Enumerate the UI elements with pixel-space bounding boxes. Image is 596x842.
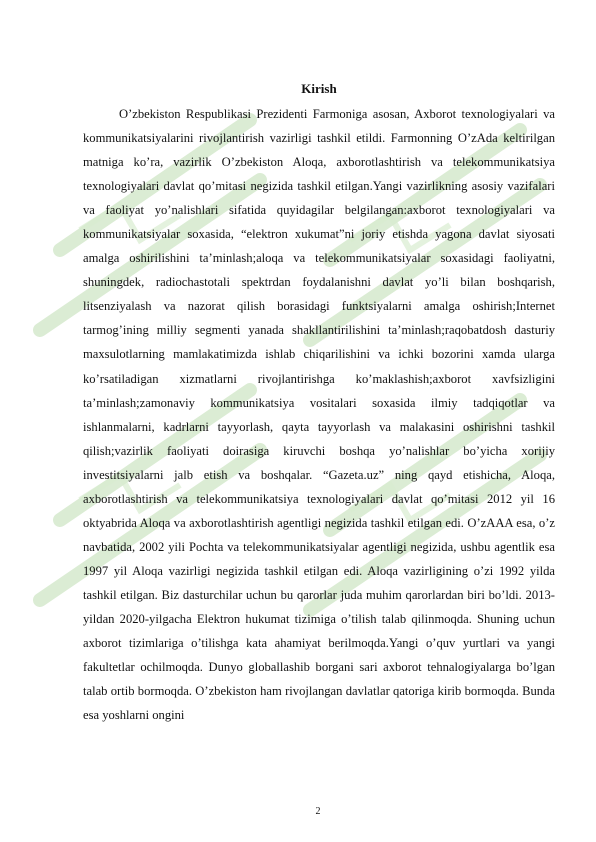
body-paragraph: O’zbekiston Respublikasi Prezidenti Farmoniga asosan, Axborot texnologiyalari va kommunikatsiyalarini rivojlantirish vazirligi tashkil etildi. Farmonning O’zAda keltirilgan matniga ko’ra, vazirlik O’zbekiston Aloqa, axborotlashtirish va telekommunikatsiya texnologiyalari davlat qo’mitasi negizida tashkil etilgan.Yangi vazirlikning asosiy vazifalari va faoliyat yo’nalishlari sifatida quyidagilar belgilangan:axborot texnologiyalari va kommunikatsiyalar soxasida, “elektron xukumat”ni joriy etishda yagona davlat siyosati amalga oshirilishini ta’minlash;aloqa va telekommunikatsiyalar soxasidagi faoliyatni, shuningdek, radiochastotali spektrdan foydalanishni davlat yo’li bilan boshqarish, litsenziyalash va nazorat qilish borasidagi funktsiyalarni amalga oshirish;Internet tarmog’ining milliy segmenti yanada shakllantirilishini ta’minlash;raqobatdosh dasturiy maxsulotlarning mamlakatimizda ishlab chiqarilishini va ichki bozorini xamda ularga ko’rsatiladigan xizmatlarni rivojlantirishga ko’maklashish;axborot xavfsizligini ta’minlash;zamonaviy kommunikatsiya vositalari soxasida ilmiy tadqiqotlar va ishlanmalarni, kadrlarni tayyorlash, qayta tayyorlash va malakasini oshirishni tashkil qilish;vazirlik faoliyati doirasiga kiruvchi boshqa yo’nalishlar bo’yicha xorijiy investitsiyalarni jalb etish va boshqalar. “Gazeta.uz” ning qayd etishicha, Aloqa, axborotlashtirish va telekommunikatsiya texnologiyalari davlat qo’mitasi 2012 yil 16 oktyabrida Aloqa va axborotlashtirish agentligi negizida tashkil etilgan edi. O’zAAA esa, o’z navbatida, 2002 yili Pochta va telekommunikatsiyalar agentligi negizida, ushbu agentlik esa 1997 yil Aloqa vazirligi negizida tashkil etilgan edi. Aloqa vazirligining o’zi 1992 yilda tashkil etilgan. Biz dasturchilar uchun bu qarorlar juda muhim qarorlardan biri bo’ldi. 2013- yildan 2020-yilgacha Elektron hukumat tizimiga o’tilish talab qilinmoqda. Shuning uchun axborot tizimlariga o’tilishga kata ahamiyat berilmoqda.Yangi o’quv yurtlari va yangi fakultetlar ochilmoqda. Dunyo globallashib borgani sari axborot tehnalogiyalarga bo’lgan talab ortib bormoqda. O’zbekiston ham rivojlangan davlatlar qatoriga kirib bormoqda. Bunda esa yoshlarni ongini [83,107,555,723]
document-page [83,80,555,727]
section-heading: Kirish [301,81,337,96]
page-number: 2 [315,806,321,817]
